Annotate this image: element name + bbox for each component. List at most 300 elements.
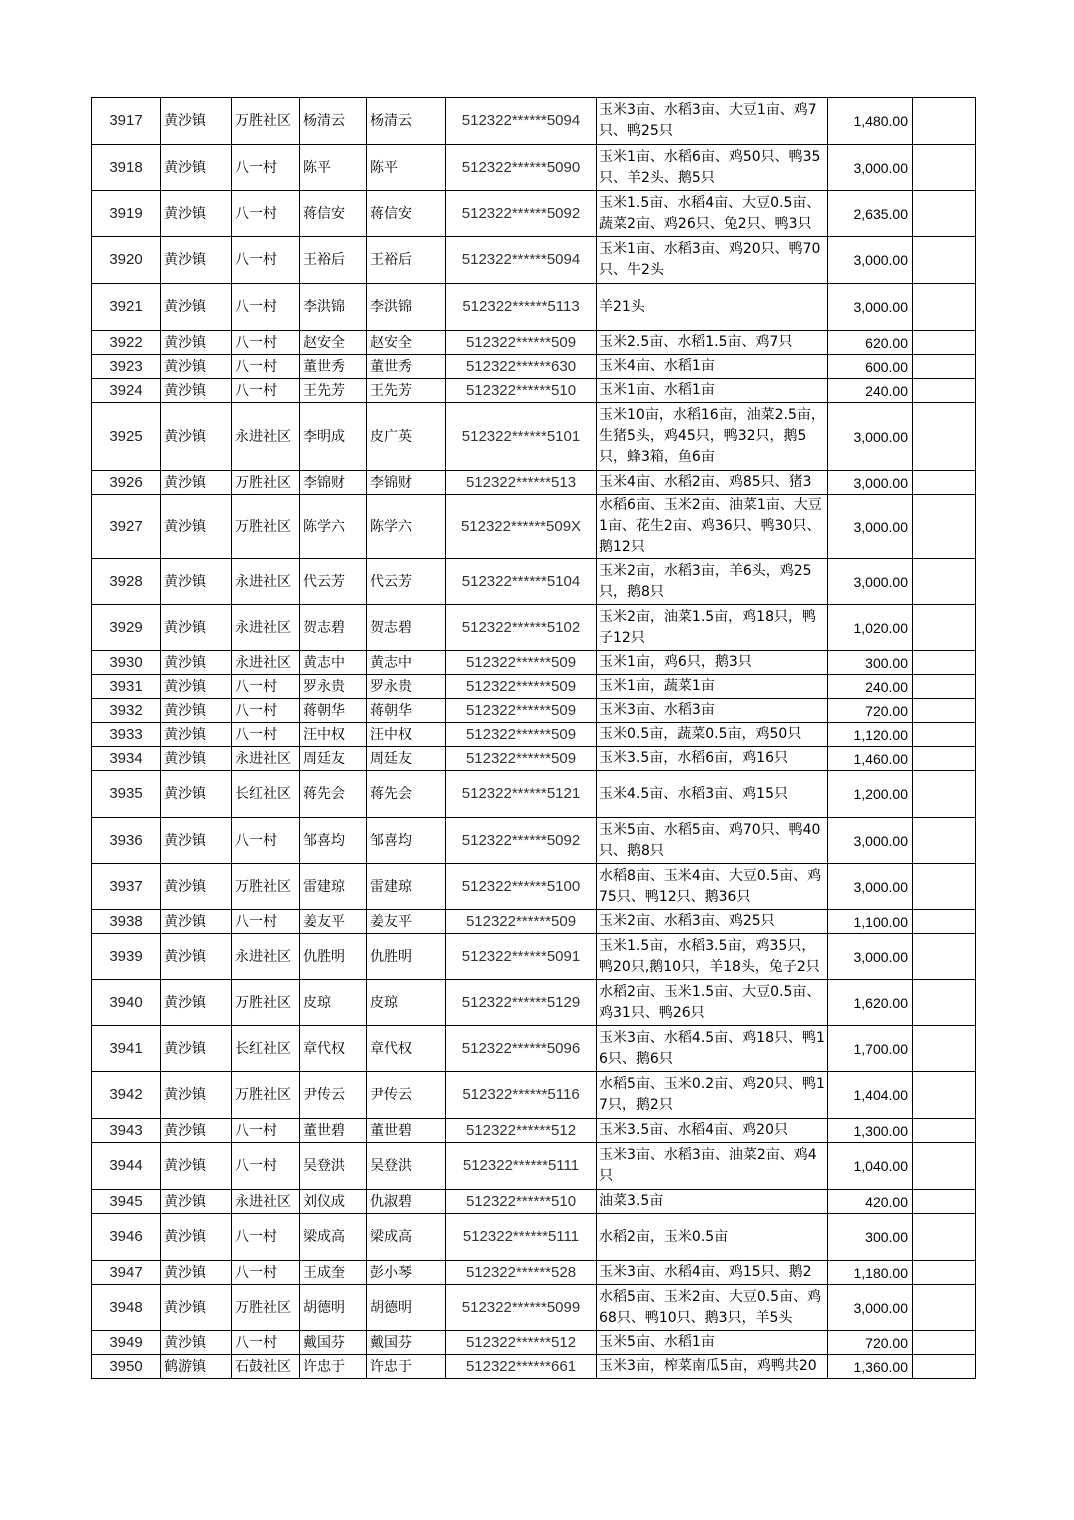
cell-payee: 汪中权 <box>367 723 446 747</box>
cell-household-head: 蒋信安 <box>300 191 367 237</box>
cell-payee: 许忠于 <box>367 1355 446 1379</box>
cell-serial-no: 3946 <box>92 1214 161 1261</box>
table-row <box>92 1143 976 1190</box>
table-row <box>92 699 976 723</box>
cell-serial-no: 3925 <box>92 403 161 471</box>
cell-id-number: 512322******5116 <box>446 1072 597 1119</box>
cell-remark <box>913 651 976 675</box>
cell-amount: 1,200.00 <box>828 771 913 818</box>
cell-id-number: 512322******509 <box>446 699 597 723</box>
cell-town: 黄沙镇 <box>161 237 232 284</box>
cell-household-head: 贺志碧 <box>300 605 367 651</box>
cell-village: 万胜社区 <box>232 1072 300 1119</box>
cell-payee: 黄志中 <box>367 651 446 675</box>
table-row <box>92 934 976 980</box>
cell-amount: 3,000.00 <box>828 559 913 605</box>
cell-payee: 罗永贵 <box>367 675 446 699</box>
cell-amount: 1,180.00 <box>828 1261 913 1285</box>
cell-amount: 600.00 <box>828 355 913 379</box>
cell-amount: 240.00 <box>828 379 913 403</box>
cell-town: 黄沙镇 <box>161 98 232 145</box>
cell-town: 黄沙镇 <box>161 1261 232 1285</box>
cell-id-number: 512322******512 <box>446 1119 597 1143</box>
cell-remark <box>913 1119 976 1143</box>
cell-household-head: 王成奎 <box>300 1261 367 1285</box>
cell-remark <box>913 471 976 495</box>
cell-household-head: 李锦财 <box>300 471 367 495</box>
table-row <box>92 355 976 379</box>
cell-id-number: 512322******5094 <box>446 237 597 284</box>
cell-remark <box>913 1026 976 1072</box>
table-row <box>92 191 976 237</box>
cell-serial-no: 3941 <box>92 1026 161 1072</box>
cell-id-number: 512322******510 <box>446 379 597 403</box>
cell-village: 八一村 <box>232 1119 300 1143</box>
cell-remark <box>913 559 976 605</box>
table-row <box>92 771 976 818</box>
cell-village: 万胜社区 <box>232 980 300 1026</box>
cell-payee: 邹喜均 <box>367 818 446 864</box>
cell-serial-no: 3930 <box>92 651 161 675</box>
cell-amount: 1,480.00 <box>828 98 913 145</box>
cell-amount: 1,100.00 <box>828 910 913 934</box>
cell-household-head: 吴登洪 <box>300 1143 367 1190</box>
cell-amount: 3,000.00 <box>828 237 913 284</box>
cell-village: 长红社区 <box>232 771 300 818</box>
cell-village: 八一村 <box>232 331 300 355</box>
cell-remark <box>913 723 976 747</box>
cell-amount: 1,360.00 <box>828 1355 913 1379</box>
cell-payee: 杨清云 <box>367 98 446 145</box>
table-row <box>92 1285 976 1331</box>
cell-production-detail: 玉米1亩、水稻1亩 <box>597 379 828 403</box>
cell-payee: 尹传云 <box>367 1072 446 1119</box>
cell-remark <box>913 1355 976 1379</box>
cell-amount: 300.00 <box>828 1214 913 1261</box>
cell-town: 黄沙镇 <box>161 771 232 818</box>
cell-payee: 李锦财 <box>367 471 446 495</box>
table-row <box>92 284 976 331</box>
cell-serial-no: 3935 <box>92 771 161 818</box>
cell-serial-no: 3942 <box>92 1072 161 1119</box>
cell-serial-no: 3945 <box>92 1190 161 1214</box>
table-row <box>92 1072 976 1119</box>
cell-remark <box>913 331 976 355</box>
cell-serial-no: 3919 <box>92 191 161 237</box>
table-row <box>92 1261 976 1285</box>
cell-household-head: 蒋先会 <box>300 771 367 818</box>
cell-household-head: 李洪锦 <box>300 284 367 331</box>
cell-village: 八一村 <box>232 237 300 284</box>
cell-village: 永进社区 <box>232 605 300 651</box>
cell-remark <box>913 980 976 1026</box>
cell-household-head: 戴国芬 <box>300 1331 367 1355</box>
cell-village: 万胜社区 <box>232 495 300 559</box>
cell-town: 黄沙镇 <box>161 379 232 403</box>
cell-payee: 蒋朝华 <box>367 699 446 723</box>
cell-village: 八一村 <box>232 818 300 864</box>
cell-household-head: 杨清云 <box>300 98 367 145</box>
cell-payee: 蒋先会 <box>367 771 446 818</box>
cell-town: 黄沙镇 <box>161 699 232 723</box>
cell-town: 黄沙镇 <box>161 1026 232 1072</box>
cell-village: 八一村 <box>232 284 300 331</box>
cell-village: 永进社区 <box>232 747 300 771</box>
cell-payee: 贺志碧 <box>367 605 446 651</box>
cell-town: 黄沙镇 <box>161 934 232 980</box>
cell-serial-no: 3943 <box>92 1119 161 1143</box>
cell-village: 万胜社区 <box>232 864 300 910</box>
cell-household-head: 章代权 <box>300 1026 367 1072</box>
cell-amount: 3,000.00 <box>828 818 913 864</box>
cell-town: 黄沙镇 <box>161 1190 232 1214</box>
cell-id-number: 512322******5096 <box>446 1026 597 1072</box>
table-row <box>92 1026 976 1072</box>
table-body <box>92 98 976 1379</box>
cell-production-detail: 玉米2.5亩、水稻1.5亩、鸡7只 <box>597 331 828 355</box>
cell-serial-no: 3928 <box>92 559 161 605</box>
cell-serial-no: 3948 <box>92 1285 161 1331</box>
cell-village: 永进社区 <box>232 403 300 471</box>
cell-household-head: 董世碧 <box>300 1119 367 1143</box>
cell-payee: 赵安全 <box>367 331 446 355</box>
cell-town: 黄沙镇 <box>161 1285 232 1331</box>
cell-production-detail: 水稻6亩、玉米2亩、油菜1亩、大豆1亩、花生2亩、鸡36只、鸭30只、鹅12只 <box>597 495 828 559</box>
cell-serial-no: 3936 <box>92 818 161 864</box>
cell-household-head: 许忠于 <box>300 1355 367 1379</box>
cell-id-number: 512322******630 <box>446 355 597 379</box>
cell-id-number: 512322******5090 <box>446 145 597 191</box>
cell-remark <box>913 284 976 331</box>
cell-town: 黄沙镇 <box>161 495 232 559</box>
cell-amount: 2,635.00 <box>828 191 913 237</box>
cell-remark <box>913 145 976 191</box>
cell-payee: 董世碧 <box>367 1119 446 1143</box>
cell-village: 八一村 <box>232 723 300 747</box>
cell-household-head: 胡德明 <box>300 1285 367 1331</box>
cell-amount: 1,700.00 <box>828 1026 913 1072</box>
cell-payee: 雷建琼 <box>367 864 446 910</box>
cell-payee: 李洪锦 <box>367 284 446 331</box>
cell-id-number: 512322******509 <box>446 910 597 934</box>
cell-production-detail: 玉米2亩，水稻3亩，羊6头，鸡25只，鹅8只 <box>597 559 828 605</box>
cell-serial-no: 3929 <box>92 605 161 651</box>
cell-town: 黄沙镇 <box>161 864 232 910</box>
table-row <box>92 471 976 495</box>
table-row <box>92 98 976 145</box>
cell-serial-no: 3917 <box>92 98 161 145</box>
cell-production-detail: 玉米2亩，油菜1.5亩，鸡18只，鸭子12只 <box>597 605 828 651</box>
cell-production-detail: 玉米3亩、水稻3亩、油菜2亩、鸡4只 <box>597 1143 828 1190</box>
cell-id-number: 512322******5102 <box>446 605 597 651</box>
cell-serial-no: 3923 <box>92 355 161 379</box>
cell-serial-no: 3931 <box>92 675 161 699</box>
cell-household-head: 陈学六 <box>300 495 367 559</box>
cell-household-head: 周廷友 <box>300 747 367 771</box>
cell-village: 永进社区 <box>232 934 300 980</box>
cell-amount: 1,460.00 <box>828 747 913 771</box>
cell-amount: 240.00 <box>828 675 913 699</box>
cell-town: 黄沙镇 <box>161 191 232 237</box>
cell-remark <box>913 1143 976 1190</box>
cell-production-detail: 玉米1亩、水稻3亩、鸡20只、鸭70只、牛2头 <box>597 237 828 284</box>
cell-payee: 周廷友 <box>367 747 446 771</box>
cell-production-detail: 玉米3亩、水稻4.5亩、鸡18只、鸭16只、鹅6只 <box>597 1026 828 1072</box>
cell-payee: 梁成高 <box>367 1214 446 1261</box>
cell-household-head: 王先芳 <box>300 379 367 403</box>
cell-amount: 1,040.00 <box>828 1143 913 1190</box>
cell-id-number: 512322******5121 <box>446 771 597 818</box>
cell-serial-no: 3927 <box>92 495 161 559</box>
cell-id-number: 512322******5113 <box>446 284 597 331</box>
cell-remark <box>913 379 976 403</box>
cell-serial-no: 3932 <box>92 699 161 723</box>
cell-payee: 蒋信安 <box>367 191 446 237</box>
cell-id-number: 512322******5129 <box>446 980 597 1026</box>
cell-payee: 王裕后 <box>367 237 446 284</box>
cell-remark <box>913 403 976 471</box>
cell-payee: 戴国芬 <box>367 1331 446 1355</box>
cell-remark <box>913 818 976 864</box>
cell-remark <box>913 605 976 651</box>
cell-payee: 陈学六 <box>367 495 446 559</box>
cell-household-head: 黄志中 <box>300 651 367 675</box>
cell-remark <box>913 1214 976 1261</box>
cell-amount: 420.00 <box>828 1190 913 1214</box>
cell-village: 八一村 <box>232 355 300 379</box>
cell-serial-no: 3949 <box>92 1331 161 1355</box>
table-row <box>92 1355 976 1379</box>
cell-village: 八一村 <box>232 1214 300 1261</box>
table-row <box>92 1214 976 1261</box>
cell-household-head: 王裕后 <box>300 237 367 284</box>
cell-payee: 章代权 <box>367 1026 446 1072</box>
cell-town: 黄沙镇 <box>161 910 232 934</box>
cell-household-head: 汪中权 <box>300 723 367 747</box>
cell-town: 黄沙镇 <box>161 145 232 191</box>
cell-remark <box>913 237 976 284</box>
cell-household-head: 姜友平 <box>300 910 367 934</box>
cell-remark <box>913 355 976 379</box>
cell-town: 黄沙镇 <box>161 1143 232 1190</box>
cell-payee: 陈平 <box>367 145 446 191</box>
cell-remark <box>913 934 976 980</box>
cell-amount: 1,404.00 <box>828 1072 913 1119</box>
cell-production-detail: 水稻5亩、玉米0.2亩、鸡20只、鸭17只，鹅2只 <box>597 1072 828 1119</box>
cell-production-detail: 玉米4亩、水稻2亩、鸡85只、猪3 <box>597 471 828 495</box>
cell-payee: 彭小琴 <box>367 1261 446 1285</box>
cell-production-detail: 玉米5亩、水稻1亩 <box>597 1331 828 1355</box>
cell-id-number: 512322******509 <box>446 331 597 355</box>
cell-remark <box>913 495 976 559</box>
cell-amount: 1,020.00 <box>828 605 913 651</box>
cell-amount: 1,300.00 <box>828 1119 913 1143</box>
cell-village: 长红社区 <box>232 1026 300 1072</box>
cell-production-detail: 玉米1.5亩、水稻4亩、大豆0.5亩、蔬菜2亩、鸡26只、兔2只、鸭3只 <box>597 191 828 237</box>
table-row <box>92 675 976 699</box>
cell-production-detail: 水稻2亩、玉米1.5亩、大豆0.5亩、鸡31只、鸭26只 <box>597 980 828 1026</box>
cell-id-number: 512322******5092 <box>446 191 597 237</box>
cell-production-detail: 玉米3亩、水稻3亩 <box>597 699 828 723</box>
cell-household-head: 陈平 <box>300 145 367 191</box>
cell-village: 八一村 <box>232 1143 300 1190</box>
cell-id-number: 512322******5100 <box>446 864 597 910</box>
cell-production-detail: 玉米3亩、水稻4亩、鸡15只、鹅2 <box>597 1261 828 1285</box>
cell-amount: 300.00 <box>828 651 913 675</box>
cell-amount: 720.00 <box>828 1331 913 1355</box>
cell-serial-no: 3934 <box>92 747 161 771</box>
table-row <box>92 559 976 605</box>
cell-id-number: 512322******5111 <box>446 1214 597 1261</box>
cell-remark <box>913 1072 976 1119</box>
table-row <box>92 145 976 191</box>
cell-remark <box>913 675 976 699</box>
cell-id-number: 512322******528 <box>446 1261 597 1285</box>
cell-remark <box>913 747 976 771</box>
cell-production-detail: 油菜3.5亩 <box>597 1190 828 1214</box>
cell-serial-no: 3938 <box>92 910 161 934</box>
cell-id-number: 512322******509X <box>446 495 597 559</box>
table-row <box>92 331 976 355</box>
table-row <box>92 864 976 910</box>
cell-town: 鹤游镇 <box>161 1355 232 1379</box>
cell-production-detail: 玉米4.5亩、水稻3亩、鸡15只 <box>597 771 828 818</box>
cell-id-number: 512322******509 <box>446 747 597 771</box>
cell-remark <box>913 864 976 910</box>
cell-town: 黄沙镇 <box>161 355 232 379</box>
cell-amount: 3,000.00 <box>828 1285 913 1331</box>
cell-payee: 姜友平 <box>367 910 446 934</box>
cell-id-number: 512322******5094 <box>446 98 597 145</box>
cell-household-head: 梁成高 <box>300 1214 367 1261</box>
cell-household-head: 代云芳 <box>300 559 367 605</box>
cell-serial-no: 3939 <box>92 934 161 980</box>
cell-household-head: 蒋朝华 <box>300 699 367 723</box>
cell-serial-no: 3940 <box>92 980 161 1026</box>
table-row <box>92 237 976 284</box>
cell-remark <box>913 1261 976 1285</box>
cell-payee: 皮广英 <box>367 403 446 471</box>
cell-amount: 720.00 <box>828 699 913 723</box>
cell-household-head: 董世秀 <box>300 355 367 379</box>
cell-remark <box>913 910 976 934</box>
cell-town: 黄沙镇 <box>161 651 232 675</box>
cell-household-head: 罗永贵 <box>300 675 367 699</box>
cell-production-detail: 玉米3亩、水稻3亩、大豆1亩、鸡7只、鸭25只 <box>597 98 828 145</box>
table-row <box>92 818 976 864</box>
cell-id-number: 512322******5092 <box>446 818 597 864</box>
cell-town: 黄沙镇 <box>161 284 232 331</box>
table-row <box>92 495 976 559</box>
table-row <box>92 605 976 651</box>
cell-id-number: 512322******510 <box>446 1190 597 1214</box>
cell-household-head: 刘仪成 <box>300 1190 367 1214</box>
cell-production-detail: 水稻5亩、玉米2亩、大豆0.5亩、鸡68只、鸭10只、鹅3只，羊5头 <box>597 1285 828 1331</box>
cell-production-detail: 玉米1亩、水稻6亩、鸡50只、鸭35只、羊2头、鹅5只 <box>597 145 828 191</box>
cell-id-number: 512322******661 <box>446 1355 597 1379</box>
cell-village: 永进社区 <box>232 651 300 675</box>
cell-amount: 3,000.00 <box>828 471 913 495</box>
cell-id-number: 512322******509 <box>446 723 597 747</box>
cell-serial-no: 3947 <box>92 1261 161 1285</box>
cell-payee: 吴登洪 <box>367 1143 446 1190</box>
cell-town: 黄沙镇 <box>161 818 232 864</box>
cell-payee: 董世秀 <box>367 355 446 379</box>
cell-id-number: 512322******512 <box>446 1331 597 1355</box>
cell-id-number: 512322******5101 <box>446 403 597 471</box>
cell-village: 八一村 <box>232 191 300 237</box>
cell-village: 八一村 <box>232 379 300 403</box>
cell-town: 黄沙镇 <box>161 675 232 699</box>
cell-amount: 3,000.00 <box>828 145 913 191</box>
table-row <box>92 379 976 403</box>
cell-payee: 王先芳 <box>367 379 446 403</box>
cell-production-detail: 玉米4亩、水稻1亩 <box>597 355 828 379</box>
cell-remark <box>913 771 976 818</box>
cell-town: 黄沙镇 <box>161 1214 232 1261</box>
cell-payee: 胡德明 <box>367 1285 446 1331</box>
cell-production-detail: 玉米2亩、水稻3亩、鸡25只 <box>597 910 828 934</box>
cell-payee: 仇胜明 <box>367 934 446 980</box>
cell-village: 八一村 <box>232 910 300 934</box>
cell-serial-no: 3950 <box>92 1355 161 1379</box>
cell-amount: 3,000.00 <box>828 284 913 331</box>
table-row <box>92 651 976 675</box>
cell-village: 八一村 <box>232 675 300 699</box>
cell-production-detail: 玉米3.5亩，水稻6亩，鸡16只 <box>597 747 828 771</box>
cell-household-head: 李明成 <box>300 403 367 471</box>
cell-serial-no: 3921 <box>92 284 161 331</box>
cell-household-head: 邹喜均 <box>300 818 367 864</box>
cell-household-head: 皮琼 <box>300 980 367 1026</box>
table-row <box>92 1331 976 1355</box>
table-row <box>92 980 976 1026</box>
cell-production-detail: 玉米1.5亩，水稻3.5亩，鸡35只，鸭20只,鹅10只，羊18头，兔子2只 <box>597 934 828 980</box>
cell-town: 黄沙镇 <box>161 559 232 605</box>
cell-town: 黄沙镇 <box>161 1331 232 1355</box>
cell-production-detail: 玉米0.5亩，蔬菜0.5亩，鸡50只 <box>597 723 828 747</box>
cell-id-number: 512322******5091 <box>446 934 597 980</box>
cell-amount: 3,000.00 <box>828 864 913 910</box>
cell-serial-no: 3920 <box>92 237 161 284</box>
cell-production-detail: 玉米5亩、水稻5亩、鸡70只、鸭40只、鹅8只 <box>597 818 828 864</box>
cell-amount: 1,620.00 <box>828 980 913 1026</box>
cell-production-detail: 玉米3.5亩、水稻4亩、鸡20只 <box>597 1119 828 1143</box>
cell-serial-no: 3924 <box>92 379 161 403</box>
cell-village: 八一村 <box>232 145 300 191</box>
cell-serial-no: 3933 <box>92 723 161 747</box>
cell-amount: 3,000.00 <box>828 934 913 980</box>
cell-town: 黄沙镇 <box>161 1072 232 1119</box>
cell-serial-no: 3922 <box>92 331 161 355</box>
cell-village: 八一村 <box>232 699 300 723</box>
cell-payee: 仇淑碧 <box>367 1190 446 1214</box>
cell-village: 万胜社区 <box>232 1285 300 1331</box>
cell-production-detail: 玉米1亩，鸡6只，鹅3只 <box>597 651 828 675</box>
cell-production-detail: 玉米10亩，水稻16亩，油菜2.5亩，生猪5头，鸡45只，鸭32只，鹅5只，蜂3箱，鱼6亩 <box>597 403 828 471</box>
cell-id-number: 512322******513 <box>446 471 597 495</box>
cell-id-number: 512322******509 <box>446 651 597 675</box>
cell-village: 八一村 <box>232 1331 300 1355</box>
cell-production-detail: 羊21头 <box>597 284 828 331</box>
cell-town: 黄沙镇 <box>161 980 232 1026</box>
cell-remark <box>913 699 976 723</box>
cell-town: 黄沙镇 <box>161 747 232 771</box>
table-row <box>92 910 976 934</box>
cell-village: 万胜社区 <box>232 471 300 495</box>
cell-remark <box>913 1190 976 1214</box>
cell-town: 黄沙镇 <box>161 1119 232 1143</box>
